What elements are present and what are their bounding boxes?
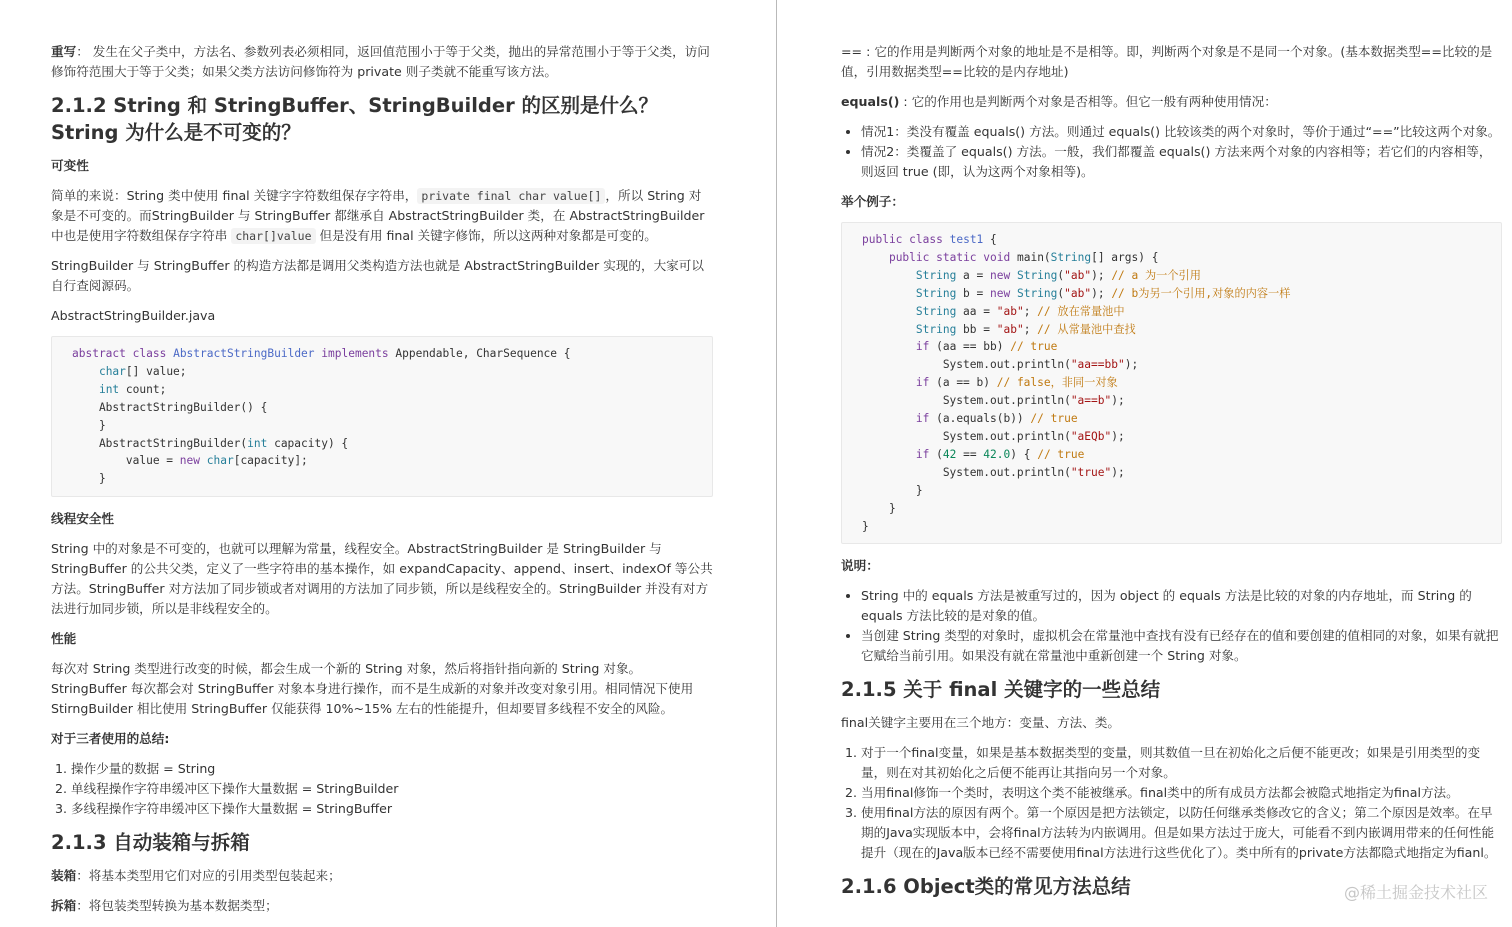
notes-list [841, 586, 1502, 666]
mutability-label: 可变性 [51, 158, 89, 173]
heading-2-1-6: 2.1.6 Object类的常见方法总结 [841, 875, 1131, 899]
note-item: • 当创建 String 类型的对象时，虚拟机会在常量池中查找有没有已经存在的值和要创建的值相同的对象，如果有就把它赋给当前引用。如果没有就在常量池中重新创建一个 String 对象。 [861, 626, 1502, 666]
summary-item: 3. 多线程操作字符串缓冲区下操作大量数据 = StringBuffer [71, 799, 713, 819]
code-block-abstract-string-builder [51, 336, 713, 497]
unboxing-label: 拆箱 [51, 898, 77, 914]
boxing-label: 装箱 [51, 868, 77, 884]
file-name: AbstractStringBuilder.java [51, 308, 216, 323]
inline-code-char-array: char[]value [231, 228, 315, 244]
code-test1: public class test1 { public static void main(String[] args) { String a = new String("ab"); // a 为一个引用 String b = new String("ab"); // b为另一个引用,对象的内容一样 String aa = "ab"; // 放在常量池中 String bb = "ab"; // 从常量池中查找 if (aa == bb) // true System.out.println("aa==bb"); if (a == b) // false，非同一对象 System.out.println("a==b"); if (a.equals(b)) // true System.out.println("aEQb"); if (42 == 42.0) { // true System.out.println("true"); } } } [862, 233, 1291, 533]
left-page-content [51, 42, 713, 926]
boxing-text: ：将基本类型用它们对应的引用类型包装起来； [76, 868, 341, 884]
final-list [841, 743, 1502, 863]
mutability-paragraph-1 [51, 186, 713, 246]
page-divider [776, 0, 777, 927]
final-item: 1. 对于一个final变量，如果是基本数据类型的变量，则其数值一旦在初始化之后便不能更改；如果是引用类型的变量，则在对其初始化之后便不能再让其指向另一个对象。 [861, 743, 1502, 783]
performance-paragraph: 每次对 String 类型进行改变的时候，都会生成一个新的 String 对象，然后将指针指向新的 String 对象。StringBuffer 每次都会对 StringBuffer 对象本身进行操作，而不是生成新的对象并改变对象引用。相同情况下使用 StirngBuilder 相比使用 StringBuffer 仅能获得 10%~15% 左右的性能提升，但却要冒多线程不安全的风险。 [51, 661, 694, 717]
override-paragraph [51, 42, 713, 82]
final-item: 3. 使用final方法的原因有两个。第一个原因是把方法锁定，以防任何继承类修改它的含义；第二个原因是效率。在早期的Java实现版本中，会将final方法转为内嵌调用。但是如果方法过于庞大，可能看不到内嵌调用带来的任何性能提升（现在的Java版本已经不需要使用final方法进行这些优化了）。类中所有的private方法都隐式地指定为fianl。 [861, 803, 1502, 863]
summary-list [51, 759, 713, 819]
note-item: • String 中的 equals 方法是被重写过的，因为 object 的 equals 方法是比较的对象的内存地址，而 String 的 equals 方法比较的是对象的值。 [861, 586, 1502, 626]
summary-label: 对于三者使用的总结: [51, 731, 170, 747]
equals-label: equals() [841, 94, 900, 109]
code-block-test1 [841, 222, 1502, 544]
code-abstract-string-builder: abstract class AbstractStringBuilder implements Appendable, CharSequence { char[] value; int count; AbstractStringBuilder() { } AbstractStringBuilder(int capacity) { value = new char[capacity]; } [72, 347, 571, 486]
equals-case-item: • 情况1：类没有覆盖 equals() 方法。则通过 equals() 比较该类的两个对象时，等价于通过“==”比较这两个对象。 [861, 122, 1502, 142]
performance-label: 性能 [51, 631, 77, 647]
final-item: 2. 当用final修饰一个类时，表明这个类不能被继承。final类中的所有成员方法都会被隐式地指定为final方法。 [861, 783, 1502, 803]
equals-text: : 它的作用也是判断两个对象是否相等。但它一般有两种使用情况： [899, 94, 1277, 109]
final-intro: final关键字主要用在三个地方：变量、方法、类。 [841, 715, 1121, 731]
inline-code-private-final: private final char value[] [417, 188, 605, 204]
mutability-text-c: 但是没有用 final 关键字修饰，所以这两种对象都是可变的。 [315, 228, 657, 243]
heading-2-1-3: 2.1.3 自动装箱与拆箱 [51, 831, 250, 855]
override-label: 重写 [51, 44, 77, 59]
boxing-paragraph [51, 866, 713, 886]
equals-paragraph [841, 92, 1502, 112]
thread-safety-paragraph: String 中的对象是不可变的，也就可以理解为常量，线程安全。AbstractStringBuilder 是 StringBuilder 与 StringBuffer 的公共父类，定义了一些字符串的基本操作，如 expandCapacity、append、insert、indexOf 等公共方法。StringBuffer 对方法加了同步锁或者对调用的方法加了同步锁，所以是线程安全的。StringBuilder 并没有对方法进行加同步锁，所以是非线程安全的。 [51, 541, 713, 617]
mutability-text-a: 简单的来说：String 类中使用 final 关键字字符数组保存字符串， [51, 188, 418, 203]
unboxing-paragraph [51, 896, 713, 916]
right-page-content [841, 42, 1502, 910]
equals-case-item: • 情况2：类覆盖了 equals() 方法。一般，我们都覆盖 equals() 方法来两个对象的内容相等；若它们的内容相等，则返回 true (即，认为这两个对象相等)。 [861, 142, 1502, 182]
heading-2-1-5: 2.1.5 关于 final 关键字的一些总结 [841, 678, 1161, 702]
double-equals-paragraph: == : 它的作用是判断两个对象的地址是不是相等。即，判断两个对象是不是同一个对象。(基本数据类型==比较的是值，引用数据类型==比较的是内存地址) [841, 44, 1493, 79]
override-text: ： 发生在父子类中，方法名、参数列表必须相同，返回值范围小于等于父类，抛出的异常范围小于等于父类，访问修饰符范围大于等于父类；如果父类方法访问修饰符为 private 则子类就不能重写该方法。 [51, 44, 710, 79]
equals-cases-list [841, 122, 1502, 182]
note-label: 说明： [841, 558, 879, 574]
watermark: @稀土掘金技术社区 [1343, 883, 1488, 902]
summary-item: 2. 单线程操作字符串缓冲区下操作大量数据 = StringBuilder [71, 779, 713, 799]
heading-2-1-2: 2.1.2 String 和 StringBuffer、StringBuilder 的区别是什么？String 为什么是不可变的？ [51, 94, 658, 144]
summary-item: 1. 操作少量的数据 = String [71, 759, 713, 779]
unboxing-text: ：将包装类型转换为基本数据类型； [76, 898, 278, 914]
mutability-paragraph-2: StringBuilder 与 StringBuffer 的构造方法都是调用父类构造方法也就是 AbstractStringBuilder 实现的，大家可以自行查阅源码。 [51, 258, 704, 293]
mutability-text-b: ，所以 String 对象是不可变的。而StringBuilder 与 StringBuffer 都继承自 AbstractStringBuilder 类，在 AbstractStringBuilder 中也是使用字符数组保存字符串 [51, 188, 705, 243]
thread-safety-label: 线程安全性 [51, 511, 114, 527]
right-page [779, 0, 1512, 927]
example-label: 举个例子： [841, 194, 904, 209]
